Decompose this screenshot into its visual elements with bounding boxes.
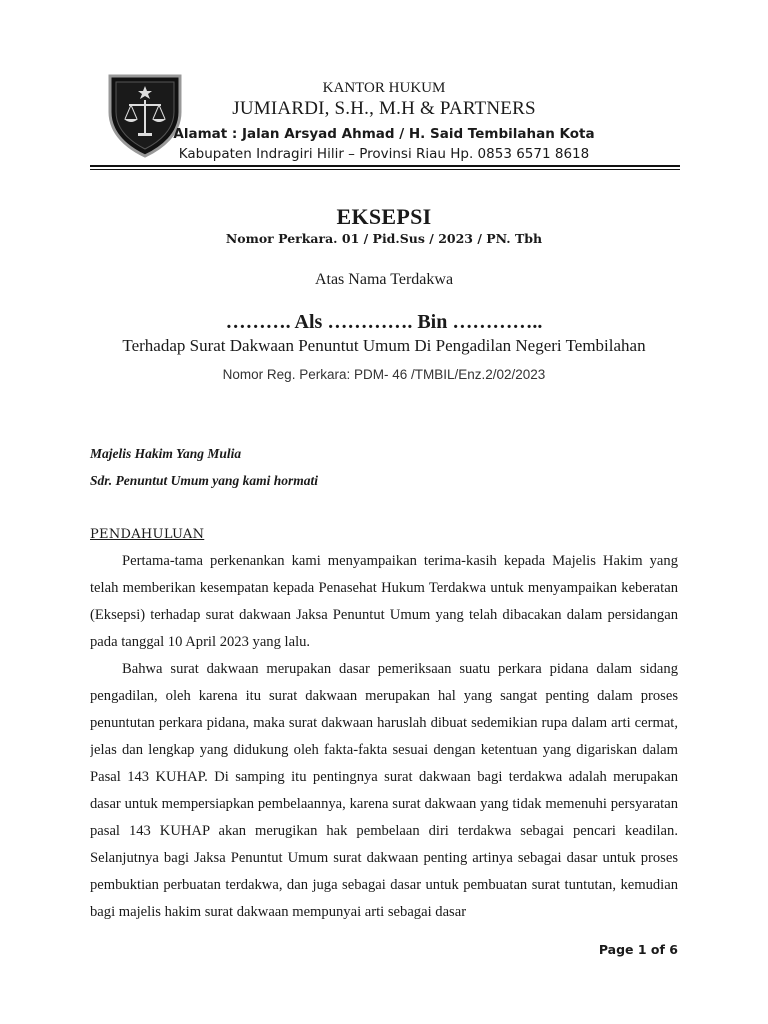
on-behalf-line: Atas Nama Terdakwa	[314, 271, 454, 288]
firm-region-phone: Kabupaten Indragiri Hilir – Provinsi Riau Hp. 0853 6571 8618	[178, 146, 590, 162]
case-number: Nomor Perkara. 01 / Pid.Sus / 2023 / PN. Tbh	[225, 231, 543, 246]
firm-name: JUMIARDI, S.H., M.H & PARTNERS	[232, 98, 536, 119]
header-divider-thick	[90, 165, 680, 167]
addressee-judges: Majelis Hakim Yang Mulia	[90, 446, 242, 461]
document-subject: Terhadap Surat Dakwaan Penuntut Umum Di Pengadilan Negeri Tembilahan	[122, 336, 646, 355]
registration-number: Nomor Reg. Perkara: PDM- 46 /TMBIL/Enz.2/02/2023	[222, 367, 546, 382]
paragraph: Pertama-tama perkenankan kami menyampaikan terima-kasih kepada Majelis Hakim yang telah memberikan kesempatan kepada Penasehat Hukum Terdakwa untuk menyampaikan keberatan (Eksepsi) terhadap surat dakwaan Jaksa Penuntut Umum yang telah dibacakan dalam persidangan pada tanggal 10 April 2023 yang lalu.	[90, 553, 678, 650]
defendant-alias-line: ………. Als …………. Bin …………..	[225, 311, 543, 333]
header-divider-thin	[90, 169, 680, 170]
addressee-prosecutor: Sdr. Penuntut Umum yang kami hormati	[90, 473, 319, 488]
section-heading: PENDAHULUAN	[90, 527, 205, 542]
firm-address: Alamat : Jalan Arsyad Ahmad / H. Said Tembilahan Kota	[173, 126, 595, 142]
letterhead-office-label: KANTOR HUKUM	[322, 80, 446, 96]
document-title: EKSEPSI	[336, 204, 432, 229]
paragraph: Bahwa surat dakwaan merupakan dasar pemeriksaan suatu perkara pidana dalam sidang pengadilan, oleh karena itu surat dakwaan merupakan hal yang sangat penting dalam proses penuntutan perkara pidana, maka surat dakwaan haruslah dibuat sedemikian rupa dalam arti cermat, jelas dan lengkap yang didukung oleh fakta-fakta sesuai dengan ketentuan yang digariskan dalam Pasal 143 KUHAP. Di samping itu pentingnya surat dakwaan bagi terdakwa adalah merupakan dasar untuk mempersiapkan pembelaannya, karena surat dakwaan yang tidak memenuhi persyaratan pasal 143 KUHAP akan merugikan hak pembelaan diri terdakwa sebagai pencari keadilan. Selanjutnya bagi Jaksa Penuntut Umum surat dakwaan penting artinya sebagai dasar untuk proses pembuktian perbuatan terdakwa, dan juga sebagai dasar untuk pembuatan surat tuntutan, kemudian bagi majelis hakim surat dakwaan mempunyai arti sebagai dasar	[90, 661, 678, 920]
page-number: Page 1 of 6	[598, 942, 678, 957]
